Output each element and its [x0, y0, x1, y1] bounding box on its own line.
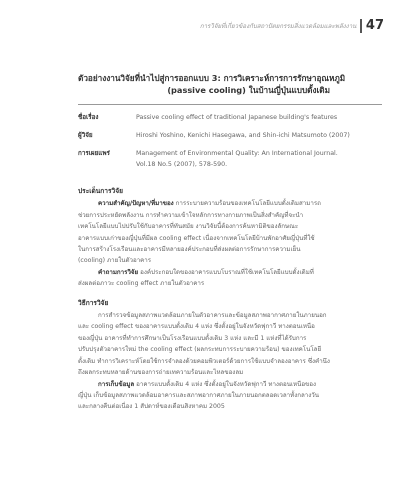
paragraph-label: การเก็บข้อมูล: [98, 380, 135, 388]
section-heading-issues: ประเด็นการวิจัย: [78, 187, 123, 195]
paragraph-line: [78, 267, 382, 278]
meta-key: การเผยแพร่: [78, 150, 110, 157]
meta-key: ชื่อเรื่อง: [78, 114, 99, 121]
metadata-table: [78, 112, 382, 177]
paragraph-line: ถึงผลกระทบหลายด้านของการถ่ายเทความร้อนและไหลของลม: [78, 369, 244, 377]
meta-value-line: Management of Environmental Quality: An International Journal.: [136, 150, 338, 157]
meta-value-line: Hiroshi Yoshino, Kenichi Hasegawa, and Shin-ichi Matsumoto (2007): [136, 132, 350, 139]
meta-value: [136, 148, 338, 170]
article-title: [78, 72, 386, 96]
section-heading-methods: วิธีการวิจัย: [78, 298, 109, 307]
paragraph-text: อาคารแบบดั้งเดิม 4 แห่ง ซึ่งตั้งอยู่ในจังหวัดฟุกาวี ทางตอนเหนือของ: [134, 380, 317, 388]
running-title: การวิจัยที่เกี่ยวข้องกับสถาปัตยกรรมสิ่งแวดล้อมและพลังงาน: [199, 22, 357, 30]
paragraph-line: ส่งผลต่อภาวะ cooling effect ภายในตัวอาคาร: [78, 280, 205, 288]
paragraph-line: การสำรวจข้อมูลสภาพแวดล้อมภายในตัวอาคารและข้อมูลสภาพอากาศภายในภายนอก: [98, 312, 327, 320]
paragraph-line: เทคโนโลยีแบบไปปรับใช้กับอาคารที่ทันสมัย งานวิจัยนี้ต้องการค้นหามิติของลักษณะ: [78, 223, 299, 231]
meta-row-authors: [78, 130, 382, 141]
paragraph-text: การระบายความร้อนของเทคโนโลยีแบบดั้งเดิมสามารถ: [173, 200, 321, 208]
meta-value-line: Vol.18 No.5 (2007), 578-590.: [136, 161, 228, 168]
paragraph-line: ของญี่ปุ่น อาคารที่ทำการศึกษาเป็นโรงเรือนแบบดั้งเดิม 3 แห่ง และมี 1 แห่งที่ได้รับการ: [78, 334, 307, 342]
meta-row-publication: [78, 148, 382, 170]
paragraph-line: ในการสร้างโรงเรือนและอาคารมีหลายองค์ประกอบที่ส่งผลต่อการรักษาการความเย็น: [78, 246, 301, 254]
paragraph-text: องค์ประกอบใดของอาคารแบบโบราณที่ใช้เทคโนโลยีแบบดั้งเดิมที่: [138, 268, 314, 276]
title-rule: [78, 104, 382, 105]
paragraph-line: และ cooling effect ของอาคารแบบดั้งเดิม 4 แห่ง ซึ่งตั้งอยู่ในจังหวัดฟุกาวี ทางตอนเหนือ: [78, 323, 315, 331]
paragraph-line: ปรับปรุงตัวอาคารใหม่ the cooling effect (ผลกระทบการระบายความร้อน) ของเทคโนโลยี: [78, 346, 322, 354]
header-divider: [360, 19, 362, 33]
meta-row-title: [78, 112, 382, 123]
paragraph-line: [78, 379, 382, 390]
meta-value: [136, 112, 337, 123]
paragraph-label: ความสำคัญ/ปัญหา/ที่มาของ: [98, 200, 174, 208]
title-line-1: ตัวอย่างงานวิจัยที่นำไปสู่การออกแบบ 3: การวิเคราะห์การการรักษาอุณหภูมิ: [78, 73, 346, 83]
paragraph-line: ช่วยการประหยัดพลังงาน การทำความเข้าใจหลักการทางกายภาพเป็นสิ่งสำคัญที่จะนำ: [78, 211, 304, 219]
meta-key: ผู้วิจัย: [78, 132, 93, 139]
title-line-2: (passive cooling) ในบ้านญี่ปุ่นแบบดั้งเดิม: [167, 85, 330, 95]
running-header: [200, 18, 384, 33]
paragraph-line: ดั้งเดิม ทำการวิเคราะห์โดยใช้การจำลองด้วยคอมพิวเตอร์ด้วยการใช้แบบจำลองอาคาร ซึ่งคำนึง: [78, 357, 330, 365]
paragraph-line: [78, 198, 382, 209]
paragraph-line: อาคารแบบเก่าของญี่ปุ่นที่มีผล cooling effect เนื่องจากเทคโนโลยีบ้านพักอาศัยญี่ปุ่นที่ใช้: [78, 234, 315, 242]
paragraph-line: ญี่ปุ่น เก็บข้อมูลสภาพแวดล้อมอาคารและสภาพอากาศภายในภายนอกตลอดเวลาทั้งกลางวัน: [78, 391, 319, 399]
meta-value: [136, 130, 350, 141]
meta-value-line: Passive cooling effect of traditional Japanese building's features: [136, 114, 338, 121]
body-text: [78, 186, 382, 413]
paragraph-line: และกลางคืนต่อเนื่อง 1 สัปดาห์ของเดือนสิงหาคม 2005: [78, 403, 225, 411]
section-gap: [78, 290, 382, 298]
page-number: 47: [365, 18, 384, 33]
paragraph-label: คำถามการวิจัย: [98, 268, 139, 276]
paragraph-line: (cooling) ภายในตัวอาคาร: [78, 257, 152, 265]
